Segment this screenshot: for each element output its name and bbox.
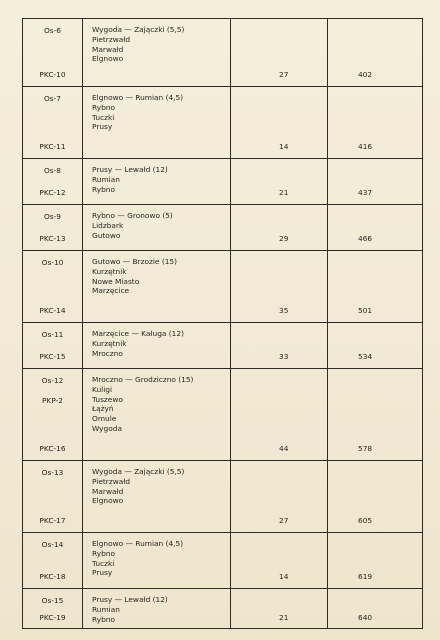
pkp-code: PKP-2 <box>42 396 63 405</box>
town-name: Elgnowo <box>92 496 124 506</box>
route-segment: Prusy — Lewałd (12) <box>92 595 168 604</box>
route-segment: Mroczno — Grodziczno (15) <box>92 375 194 384</box>
table-row <box>23 461 423 533</box>
cumulative-cell <box>328 159 423 205</box>
town-name: Tuczki <box>92 112 115 122</box>
town-name: Omule <box>92 414 117 424</box>
distance-km: 14 <box>279 142 289 152</box>
pkc-code: PKC-16 <box>39 444 66 454</box>
town-name: Lidzbark <box>92 220 124 230</box>
route-segment: Elgnowo — Rumian (4,5) <box>92 539 184 548</box>
route-segment: Prusy — Lewałd (12) <box>92 165 168 174</box>
section-code-cell <box>23 19 83 87</box>
distance-cell <box>231 589 328 629</box>
cumulative-cell <box>328 87 423 159</box>
town-name: Rumian <box>92 604 120 614</box>
route-cell <box>83 251 231 323</box>
cumulative-cell <box>328 323 423 369</box>
distance-km: 33 <box>279 352 289 362</box>
cumulative-cell <box>328 251 423 323</box>
route-segment: Marzęcice — Kaługa (12) <box>92 329 184 338</box>
section-code-cell <box>23 159 83 205</box>
os-code: Os-15 <box>41 596 64 605</box>
pkc-code: PKC-14 <box>39 306 66 316</box>
town-name: Tuszewo <box>92 394 123 404</box>
os-code: Os-7 <box>43 94 62 103</box>
table-row <box>23 251 423 323</box>
town-name: Gutowo <box>92 230 121 240</box>
distance-km: 27 <box>279 70 289 80</box>
town-name: Kurzętnik <box>92 266 127 276</box>
town-name: Rybno <box>92 184 116 194</box>
town-name: Rumian <box>92 174 120 184</box>
town-name: Kuligi <box>92 384 113 394</box>
distance-km: 21 <box>279 188 289 198</box>
os-code: Os-6 <box>43 26 62 35</box>
town-name: Marzęcice <box>92 286 130 296</box>
town-name: Rybno <box>92 102 116 112</box>
town-name: Wygoda <box>92 423 122 433</box>
route-cell <box>83 589 231 629</box>
section-code-cell <box>23 323 83 369</box>
cumulative-cell <box>328 589 423 629</box>
route-cell <box>83 461 231 533</box>
town-name: Prusy <box>92 568 113 578</box>
cumulative-km: 578 <box>358 444 373 454</box>
route-segment: Elgnowo — Rumian (4,5) <box>92 93 184 102</box>
town-name: Mroczno <box>92 348 123 358</box>
os-code: Os-12 <box>41 376 64 385</box>
town-name: Pietrzwałd <box>92 476 131 486</box>
distance-cell <box>231 19 328 87</box>
table-row <box>23 369 423 461</box>
distance-km: 44 <box>279 444 289 454</box>
pkc-code: PKC-10 <box>39 70 66 80</box>
distance-km: 29 <box>279 234 289 244</box>
distance-cell <box>231 251 328 323</box>
cumulative-cell <box>328 533 423 589</box>
route-cell <box>83 205 231 251</box>
section-code-cell <box>23 461 83 533</box>
cumulative-cell <box>328 19 423 87</box>
pkc-code: PKC-17 <box>39 516 66 526</box>
table-row <box>23 533 423 589</box>
table-row <box>23 19 423 87</box>
route-segment: Wygoda — Zajączki (5,5) <box>92 25 185 34</box>
section-code-cell <box>23 251 83 323</box>
os-code: Os-10 <box>41 258 64 267</box>
os-code: Os-14 <box>41 540 64 549</box>
cumulative-km: 416 <box>358 142 373 152</box>
cumulative-km: 640 <box>358 612 373 622</box>
cumulative-km: 402 <box>358 70 373 80</box>
cumulative-cell <box>328 461 423 533</box>
pkc-code: PKC-11 <box>39 142 66 152</box>
section-code-cell <box>23 205 83 251</box>
cumulative-km: 534 <box>358 352 373 362</box>
section-code-cell <box>23 369 83 461</box>
cumulative-cell <box>328 205 423 251</box>
distance-km: 21 <box>279 612 289 622</box>
route-table <box>22 18 423 629</box>
town-name: Rybno <box>92 614 116 624</box>
table-row <box>23 205 423 251</box>
distance-km: 14 <box>279 572 289 582</box>
pkc-code: PKC-18 <box>39 572 66 582</box>
route-cell <box>83 87 231 159</box>
route-cell <box>83 369 231 461</box>
cumulative-cell <box>328 369 423 461</box>
cumulative-km: 466 <box>358 234 373 244</box>
distance-cell <box>231 205 328 251</box>
section-code-cell <box>23 533 83 589</box>
town-name: Pietrzwałd <box>92 34 131 44</box>
pkc-code: PKC-19 <box>39 612 66 622</box>
town-name: Łążyń <box>92 404 114 414</box>
table-row <box>23 87 423 159</box>
pkc-code: PKC-15 <box>39 352 66 362</box>
distance-cell <box>231 323 328 369</box>
table-row <box>23 589 423 629</box>
distance-km: 27 <box>279 516 289 526</box>
section-code-cell <box>23 589 83 629</box>
table-row <box>23 159 423 205</box>
distance-cell <box>231 461 328 533</box>
town-name: Nowe Miasto <box>92 276 140 286</box>
town-name: Tuczki <box>92 558 115 568</box>
os-code: Os-8 <box>43 166 62 175</box>
distance-km: 35 <box>279 306 289 316</box>
route-segment: Rybno — Gronowo (5) <box>92 211 173 220</box>
distance-cell <box>231 159 328 205</box>
cumulative-km: 619 <box>358 572 373 582</box>
table-row <box>23 323 423 369</box>
route-segment: Gutowo — Brzozie (15) <box>92 257 177 266</box>
town-name: Rybno <box>92 548 116 558</box>
town-name: Elgnowo <box>92 54 124 64</box>
os-code: Os-9 <box>43 212 62 221</box>
route-segment: Wygoda — Zajączki (5,5) <box>92 467 185 476</box>
os-code: Os-11 <box>41 330 64 339</box>
route-cell <box>83 323 231 369</box>
town-name: Marwałd <box>92 486 124 496</box>
route-cell <box>83 159 231 205</box>
route-cell <box>83 19 231 87</box>
cumulative-km: 437 <box>358 188 373 198</box>
distance-cell <box>231 87 328 159</box>
section-code-cell <box>23 87 83 159</box>
pkc-code: PKC-13 <box>39 234 66 244</box>
cumulative-km: 501 <box>358 306 373 316</box>
cumulative-km: 605 <box>358 516 373 526</box>
route-table-body <box>23 19 423 629</box>
distance-cell <box>231 369 328 461</box>
os-code: Os-13 <box>41 468 64 477</box>
town-name: Kurzętnik <box>92 338 127 348</box>
route-cell <box>83 533 231 589</box>
distance-cell <box>231 533 328 589</box>
pkc-code: PKC-12 <box>39 188 66 198</box>
town-name: Prusy <box>92 122 113 132</box>
town-name: Marwałd <box>92 44 124 54</box>
